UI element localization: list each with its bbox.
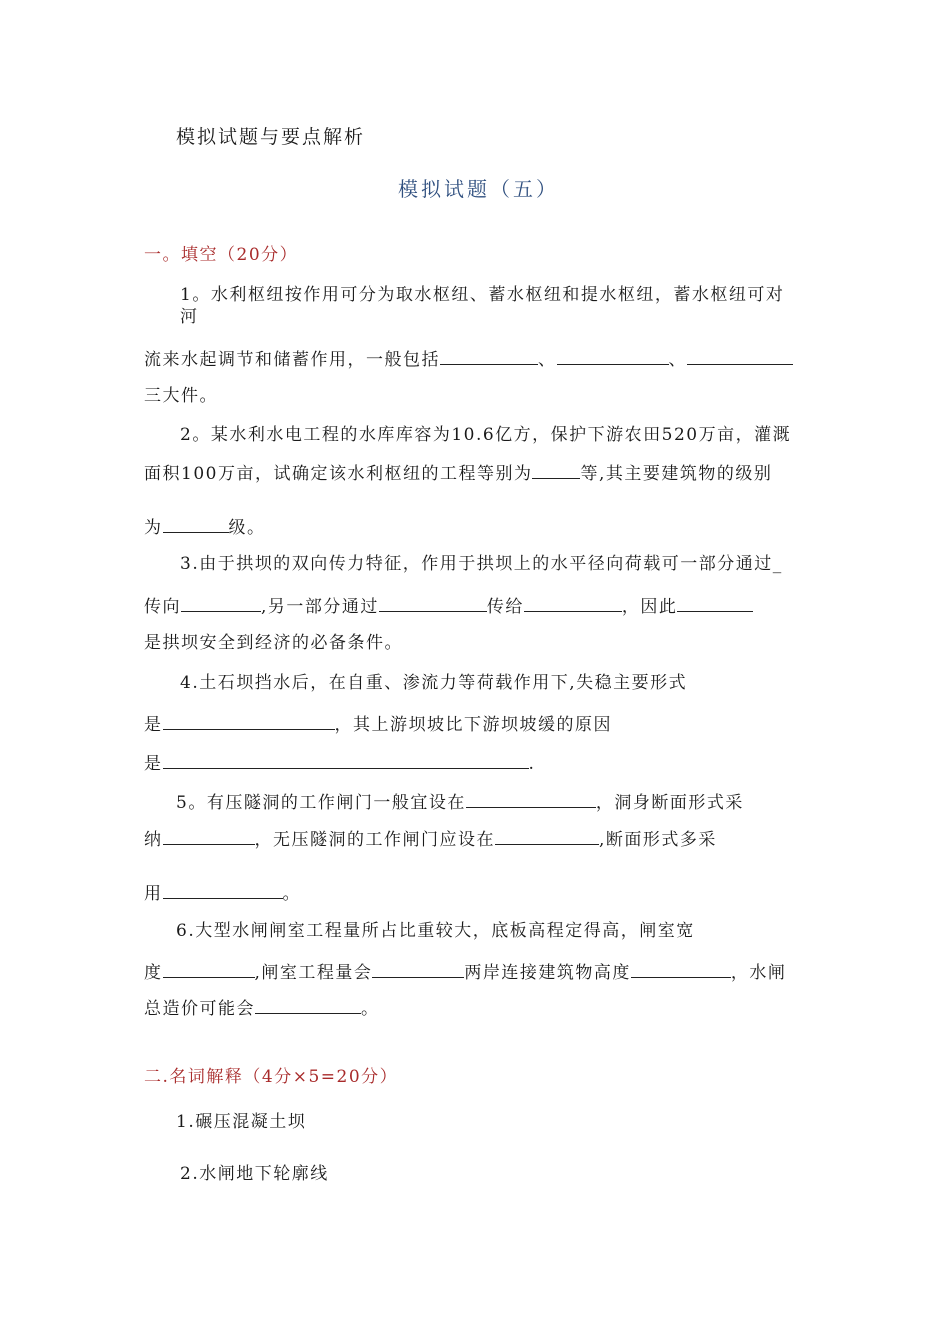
answer-blank[interactable] — [532, 461, 580, 479]
question-2-text: 等,其主要建筑物的级别 — [580, 464, 773, 484]
question-4-text: 是 — [144, 754, 163, 774]
question-1-line-2: 河 — [180, 307, 199, 327]
question-2-line-3 — [144, 515, 266, 539]
answer-blank[interactable] — [440, 347, 538, 365]
answer-blank[interactable] — [181, 594, 261, 612]
answer-blank[interactable] — [677, 594, 753, 612]
term-item-1: 1.碾压混凝土坝 — [176, 1112, 307, 1132]
question-4-text: 是 — [144, 715, 163, 735]
question-4-text: . — [528, 754, 536, 774]
section-heading-fill-blank: 一。填空（20分） — [144, 245, 299, 265]
answer-blank[interactable] — [687, 347, 793, 365]
question-3-text: 传给 — [486, 597, 524, 617]
question-3-text: 传向 — [144, 597, 181, 617]
question-1-line-1: 1。水利枢纽按作用可分为取水枢纽、蓄水枢纽和提水枢纽，蓄水枢纽可对 — [180, 285, 785, 305]
question-5-text: 纳 — [144, 830, 163, 850]
question-3-line-1: 3.由于拱坝的双向传力特征，作用于拱坝上的水平径向荷载可一部分通过_ — [180, 554, 783, 574]
answer-blank[interactable] — [163, 751, 529, 769]
question-5-text: ,断面形式多采 — [599, 830, 717, 850]
question-3-line-3: 是拱坝安全到经济的必备条件。 — [144, 633, 403, 653]
question-5-text: 5。有压隧洞的工作闸门一般宜设在 — [176, 793, 466, 813]
question-5-text: ，无压隧洞的工作闸门应设在 — [254, 830, 495, 850]
answer-blank[interactable] — [557, 347, 669, 365]
question-4-line-2 — [144, 712, 612, 736]
answer-blank[interactable] — [163, 712, 335, 730]
question-2-text: 为 — [144, 518, 163, 538]
document-header: 模拟试题与要点解析 — [176, 126, 366, 148]
question-2-line-2 — [144, 461, 772, 485]
question-6-text: 度 — [144, 963, 163, 983]
answer-blank[interactable] — [163, 960, 255, 978]
question-1-line-3: 流来水起调节和储蓄作用，一般包括 、 、 — [144, 347, 793, 371]
question-6-text: 两岸连接建筑物高度 — [464, 963, 631, 983]
question-5-text: 。 — [282, 884, 301, 904]
question-6-text: ,闸室工程量会 — [254, 963, 373, 983]
answer-blank[interactable] — [163, 515, 229, 533]
answer-blank[interactable] — [163, 827, 255, 845]
answer-blank[interactable] — [631, 960, 731, 978]
question-4-line-1: 4.土石坝挡水后，在自重、渗流力等荷载作用下,失稳主要形式 — [180, 673, 688, 693]
question-6-text: 。 — [361, 999, 380, 1019]
section-heading-term-explanation: 二.名词解释（4分×5=20分） — [144, 1067, 399, 1087]
question-5-line-2 — [144, 827, 717, 851]
answer-blank[interactable] — [495, 827, 599, 845]
term-item-2: 2.水闸地下轮廓线 — [180, 1164, 329, 1184]
question-5-line-3 — [144, 881, 301, 905]
question-4-text: ，其上游坝坡比下游坝坡缓的原因 — [334, 715, 612, 735]
page-title: 模拟试题（五） — [398, 177, 559, 201]
answer-blank[interactable] — [379, 594, 487, 612]
question-5-line-1 — [176, 790, 744, 814]
answer-blank[interactable] — [255, 996, 361, 1014]
question-6-text: ，水闸 — [730, 963, 787, 983]
question-3-text: ，因此 — [621, 597, 678, 617]
answer-blank[interactable] — [466, 790, 596, 808]
answer-blank[interactable] — [372, 960, 464, 978]
question-6-line-1: 6.大型水闸闸室工程量所占比重较大，底板高程定得高，闸室宽 — [176, 921, 695, 941]
question-2-text: 级。 — [228, 518, 266, 538]
question-2-text: 面积100万亩，试确定该水利枢纽的工程等别为 — [144, 464, 533, 484]
answer-blank[interactable] — [524, 594, 622, 612]
question-4-line-3 — [144, 751, 535, 775]
question-1-text: 流来水起调节和储蓄作用，一般包括 — [144, 350, 440, 370]
question-5-text: 用 — [144, 884, 163, 904]
question-5-text: ，洞身断面形式采 — [595, 793, 744, 813]
question-6-line-2 — [144, 960, 786, 984]
question-2-line-1: 2。某水利水电工程的水库库容为10.6亿方，保护下游农田520万亩，灌溉 — [180, 425, 792, 445]
question-3-line-2 — [144, 594, 753, 618]
question-1-line-4: 三大件。 — [144, 386, 218, 406]
question-3-text: ,另一部分通过 — [261, 597, 379, 617]
question-6-line-3 — [144, 996, 380, 1020]
question-6-text: 总造价可能会 — [144, 999, 255, 1019]
answer-blank[interactable] — [163, 881, 283, 899]
